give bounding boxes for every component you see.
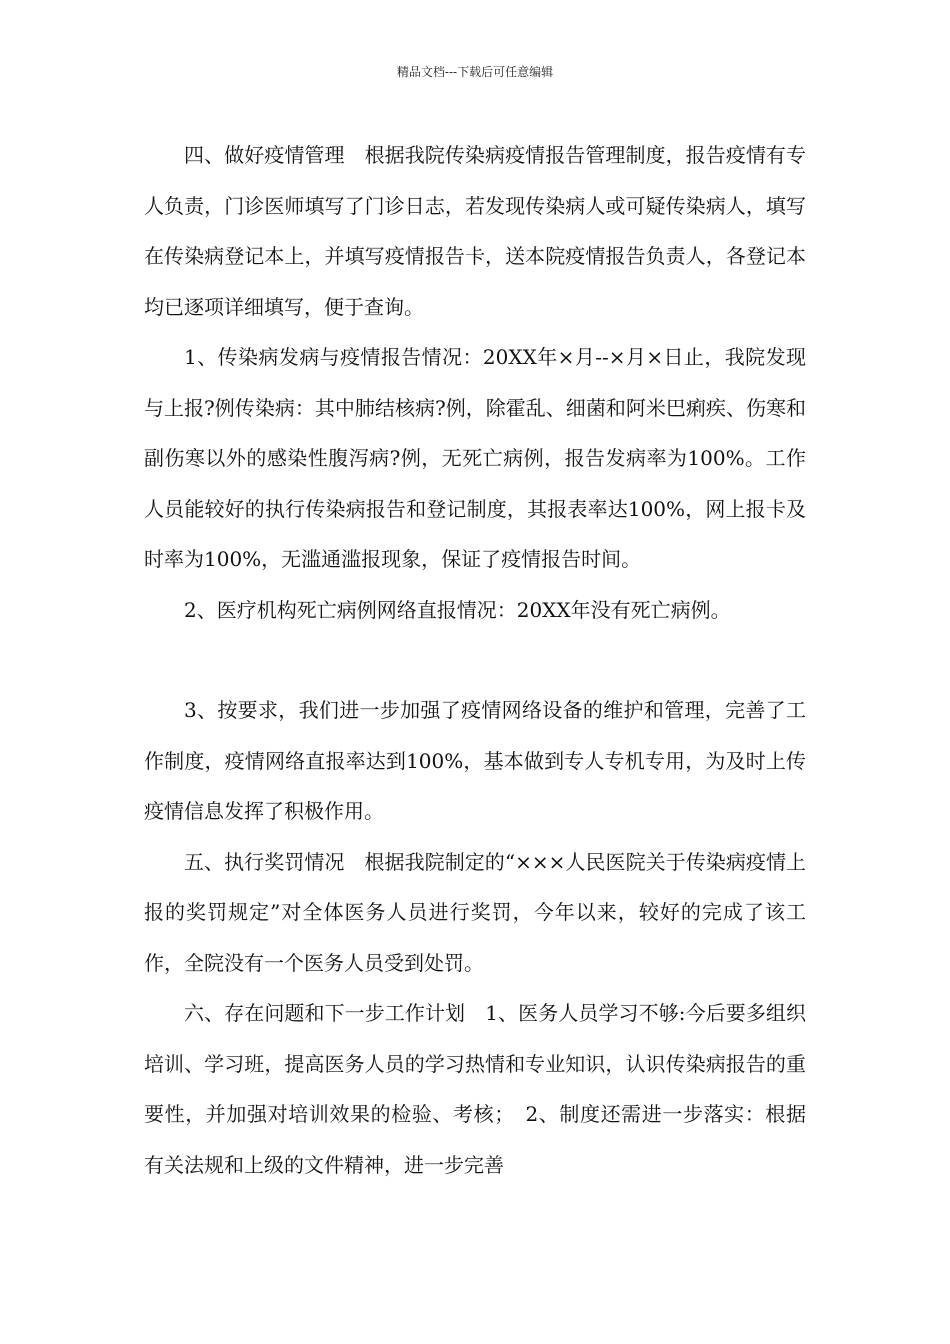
document-body <box>144 130 806 1190</box>
paragraph-spacer <box>144 635 806 685</box>
paragraph-epidemic-management: 四、做好疫情管理 根据我院传染病疫情报告管理制度，报告疫情有专人负责，门诊医师填写了门诊日志，若发现传染病人或可疑传染病人，填写在传染病登记本上，并填写疫情报告卡，送本院疫情报告负责人，各登记本均已逐项详细填写，便于查询。 <box>144 143 806 319</box>
paragraph-problems-plans: 六、存在问题和下一步工作计划 1、医务人员学习不够:今后要多组织培训、学习班，提高医务人员的学习热情和专业知识，认识传染病报告的重要性，并加强对培训效果的检验、考核； 2、制度还需进一步落实：根据有关法规和上级的文件精神，进一步完善 <box>144 1001 806 1177</box>
paragraph-death-case-report: 2、医疗机构死亡病例网络直报情况：20XX年没有死亡病例。 <box>184 597 731 622</box>
paragraph-network-maintenance: 3、按要求，我们进一步加强了疫情网络设备的维护和管理，完善了工作制度，疫情网络直报率达到100%，基本做到专人专机专用，为及时上传疫情信息发挥了积极作用。 <box>144 698 806 823</box>
paragraph-rewards-penalties: 五、执行奖罚情况 根据我院制定的“×××人民医院关于传染病疫情上报的奖罚规定”对全体医务人员进行奖罚，今年以来，较好的完成了该工作，全院没有一个医务人员受到处罚。 <box>144 849 806 975</box>
page-header: 精品文档---下载后可任意编辑 <box>396 65 554 79</box>
paragraph-disease-report-status: 1、传染病发病与疫情报告情况：20XX年×月--×月×日止，我院发现与上报?例传染病：其中肺结核病?例，除霍乱、细菌和阿米巴痢疾、伤寒和副伤寒以外的感染性腹泻病?例，无死亡病例，报告发病率为100%。工作人员能较好的执行传染病报告和登记制度，其报表率达100%，网上报卡及时率为100%，无滥通滥报现象，保证了疫情报告时间。 <box>144 345 806 571</box>
